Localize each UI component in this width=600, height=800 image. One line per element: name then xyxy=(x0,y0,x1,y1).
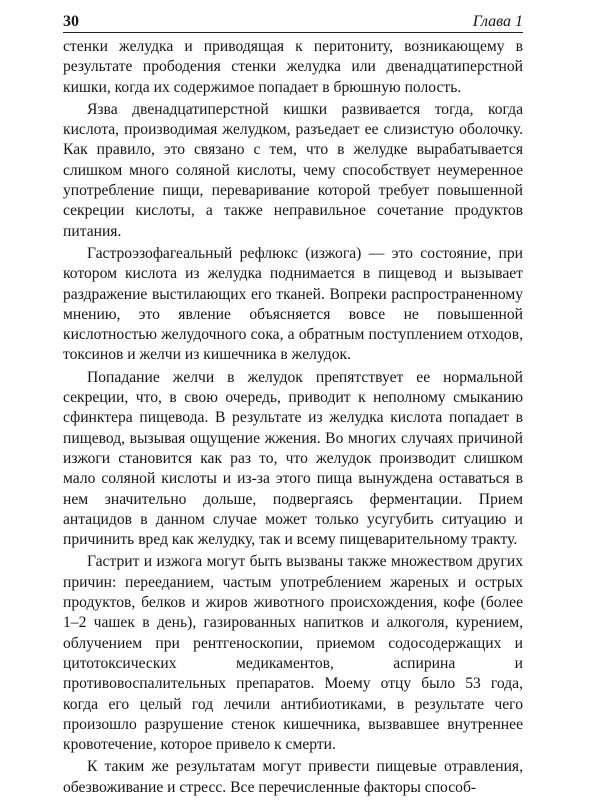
paragraph: Язва двенадцатиперстной кишки развивается тогда, когда кислота, производимая желудком, разъедает ее слизистую оболочку. Как правило, это связано с тем, что в желудке вырабатывается слишком много соляной кислоты, чему способствует неумеренное употребление пищи, переваривание которой требует повышенной секреции кислоты, а также неправильное сочетание продуктов питания. xyxy=(63,100,523,240)
page-number: 30 xyxy=(63,13,79,30)
paragraph: Гастрит и изжога могут быть вызваны также множеством других причин: перееданием, частым употреблением жареных и острых продуктов, белков и жиров животного происхождения, кофе (более 1–2 чашек в день), газированных напитков и алкоголя, курением, облучением при рентгеноскопии, приемом содосодержащих и цитотоксических медикаментов, аспирина и противовоспалительных препаратов. Моему отцу было 53 года, когда его целый год лечили антибиотиками, в результате чего произошло разрушение стенок кишечника, вызвавшее внутреннее кровотечение, которое привело к смерти. xyxy=(63,553,523,754)
paragraph: Попадание желчи в желудок препятствует ее нормальной секреции, что, в свою очередь, приводит к неполному смыканию сфинктера пищевода. В результате из желудка кислота попадает в пищевод, вызывая ощущение жжения. Во многих случаях причиной изжоги становится как раз то, что желудок производит слишком мало соляной кислоты и из-за этого пища вынуждена оставаться в нем значительно дольше, подвергаясь ферментации. Прием антацидов в данном случае может только усугубить ситуацию и причинить вред как желудку, так и всему пищеварительному тракту. xyxy=(63,368,523,549)
paragraph: К таким же результатам могут привести пищевые отравления, обезвоживание и стресс. Все перечисленные факторы способ- xyxy=(63,758,523,796)
running-head xyxy=(63,10,523,33)
paragraph: Гастроэзофагеальный рефлюкс (изжога) — это состояние, при котором кислота из желудка поднимается в пищевод и вызывает раздражение выстилающих его тканей. Вопреки распространенному мнению, это явление объясняется вовсе не повышенной кислотностью желудочного сока, а обратным поступлением отходов, токсинов и желчи из кишечника в желудок. xyxy=(63,244,523,364)
paragraph: стенки желудка и приводящая к перитониту, возникающему в результате прободения стенки желудка или двенадцатиперстной кишки, когда их содержимое попадает в брюшную полость. xyxy=(63,38,523,96)
book-page xyxy=(63,10,523,800)
body-text xyxy=(63,37,523,798)
chapter-title: Глава 1 xyxy=(472,13,523,30)
